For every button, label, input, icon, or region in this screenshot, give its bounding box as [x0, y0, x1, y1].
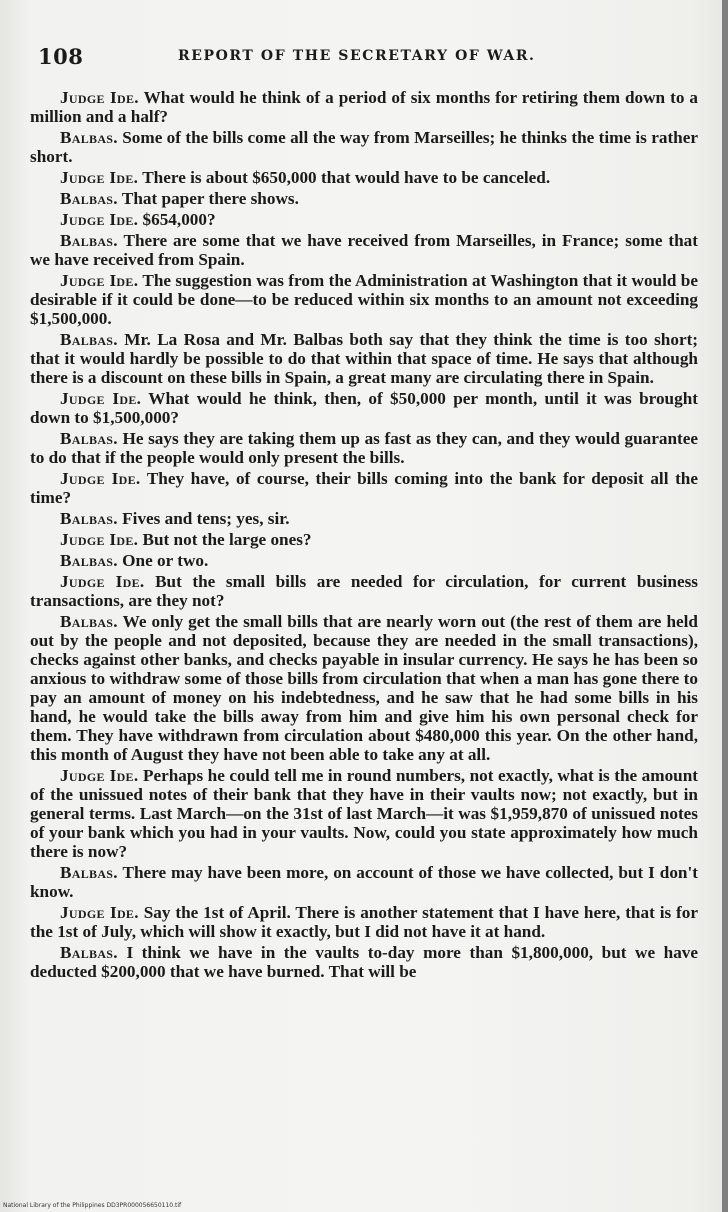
- speaker-name: Balbas.: [60, 863, 118, 882]
- speaker-name: Balbas.: [60, 231, 118, 250]
- paragraph-text: $654,000?: [142, 210, 216, 229]
- transcript-paragraph: [30, 943, 698, 981]
- speaker-name: Judge Ide.: [60, 903, 139, 922]
- page-header: [38, 44, 698, 70]
- speaker-name: Balbas.: [60, 943, 118, 962]
- transcript-paragraph: [30, 572, 698, 610]
- page-number: 108: [38, 44, 84, 69]
- scan-edge: [722, 0, 728, 1212]
- transcript-paragraph: [30, 429, 698, 467]
- transcript-paragraph: [30, 189, 698, 208]
- transcript-paragraph: [30, 863, 698, 901]
- speaker-name: Balbas.: [60, 612, 118, 631]
- paragraph-text: What would he think, then, of $50,000 per month, until it was brought down to $1,500,000?: [30, 389, 698, 427]
- paragraph-text: The suggestion was from the Administration at Washington that it would be desirable if it could be done—to be reduced within six months to an amount not exceeding $1,500,000.: [30, 271, 698, 328]
- paragraph-text: Some of the bills come all the way from Marseilles; he thinks the time is rather short.: [30, 128, 698, 166]
- paragraph-text: That paper there shows.: [121, 189, 299, 208]
- speaker-name: Judge Ide.: [60, 766, 139, 785]
- speaker-name: Judge Ide.: [60, 572, 145, 591]
- speaker-name: Balbas.: [60, 128, 118, 147]
- paragraph-text: Fives and tens; yes, sir.: [122, 509, 290, 528]
- speaker-name: Balbas.: [60, 330, 118, 349]
- paragraph-text: One or two.: [122, 551, 209, 570]
- paragraph-text: What would he think of a period of six months for retiring them down to a million and a half?: [30, 88, 698, 126]
- transcript-paragraph: [30, 766, 698, 861]
- paragraph-text: There may have been more, on account of those we have collected, but I don't know.: [30, 863, 698, 901]
- speaker-name: Judge Ide.: [60, 88, 139, 107]
- paragraph-text: Say the 1st of April. There is another statement that I have here, that is for the 1st of July, which will show it exactly, but I did not have it at hand.: [30, 903, 699, 941]
- paragraph-text: We only get the small bills that are nearly worn out (the rest of them are held out by the people and not deposited, because they are needed in the small transactions), checks against other banks, and checks payable in insular currency. He says he has been so anxious to withdraw some of those bills from circulation that when a man has gone there to pay an amount of money on his indebtedness, and he saw that he had some bills in his hand, he would take the bills away from him and give him his own personal check for them. They have withdrawn from circulation about $480,000 this year. On the other hand, this month of August they have not been able to take any at all.: [30, 612, 698, 764]
- paragraph-text: They have, of course, their bills coming into the bank for deposit all the time?: [30, 469, 698, 507]
- transcript-paragraph: [30, 128, 698, 166]
- speaker-name: Balbas.: [60, 551, 118, 570]
- paragraph-text: Perhaps he could tell me in round numbers, not exactly, what is the amount of the unissued notes of their bank that they have in their vaults now; not exactly, but in general terms. Last March—on the 31st of last March—it was $1,959,870 of unissued notes of your bank which you had in your vaults. Now, could you state approximately how much there is now?: [30, 766, 699, 861]
- speaker-name: Judge Ide.: [60, 271, 139, 290]
- transcript-paragraph: [30, 210, 698, 229]
- transcript-paragraph: [30, 612, 698, 764]
- speaker-name: Judge Ide.: [60, 530, 139, 549]
- transcript-paragraph: [30, 389, 698, 427]
- paragraph-text: There is about $650,000 that would have to be canceled.: [142, 168, 551, 187]
- transcript-body: [30, 88, 698, 983]
- speaker-name: Balbas.: [60, 509, 118, 528]
- transcript-paragraph: [30, 469, 698, 507]
- paragraph-text: He says they are taking them up as fast as they can, and they would guarantee to do that if the people would only present the bills.: [30, 429, 699, 467]
- transcript-paragraph: [30, 330, 698, 387]
- paragraph-text: I think we have in the vaults to-day more than $1,800,000, but we have deducted $200,000 that we have burned. That will be: [30, 943, 699, 981]
- paragraph-text: There are some that we have received from Marseilles, in France; some that we have received from Spain.: [30, 231, 698, 269]
- paragraph-text: But the small bills are needed for circulation, for current business transactions, are they not?: [30, 572, 698, 610]
- speaker-name: Judge Ide.: [60, 469, 141, 488]
- transcript-paragraph: [30, 903, 698, 941]
- transcript-paragraph: [30, 530, 698, 549]
- transcript-paragraph: [30, 231, 698, 269]
- speaker-name: Judge Ide.: [60, 210, 139, 229]
- speaker-name: Judge Ide.: [60, 389, 142, 408]
- speaker-name: Balbas.: [60, 429, 118, 448]
- transcript-paragraph: [30, 271, 698, 328]
- paragraph-text: But not the large ones?: [142, 530, 312, 549]
- paragraph-text: Mr. La Rosa and Mr. Balbas both say that they think the time is too short; that it would hardly be possible to do that within that space of time. He says that although there is a discount on these bills in Spain, a great many are circulating there in Spain.: [30, 330, 699, 387]
- transcript-paragraph: [30, 88, 698, 126]
- transcript-paragraph: [30, 551, 698, 570]
- transcript-paragraph: [30, 168, 698, 187]
- running-title: REPORT OF THE SECRETARY OF WAR.: [178, 48, 536, 64]
- transcript-paragraph: [30, 509, 698, 528]
- speaker-name: Balbas.: [60, 189, 118, 208]
- speaker-name: Judge Ide.: [60, 168, 139, 187]
- scan-credit: National Library of the Philippines DD3PR000056650110.tif: [3, 1202, 182, 1209]
